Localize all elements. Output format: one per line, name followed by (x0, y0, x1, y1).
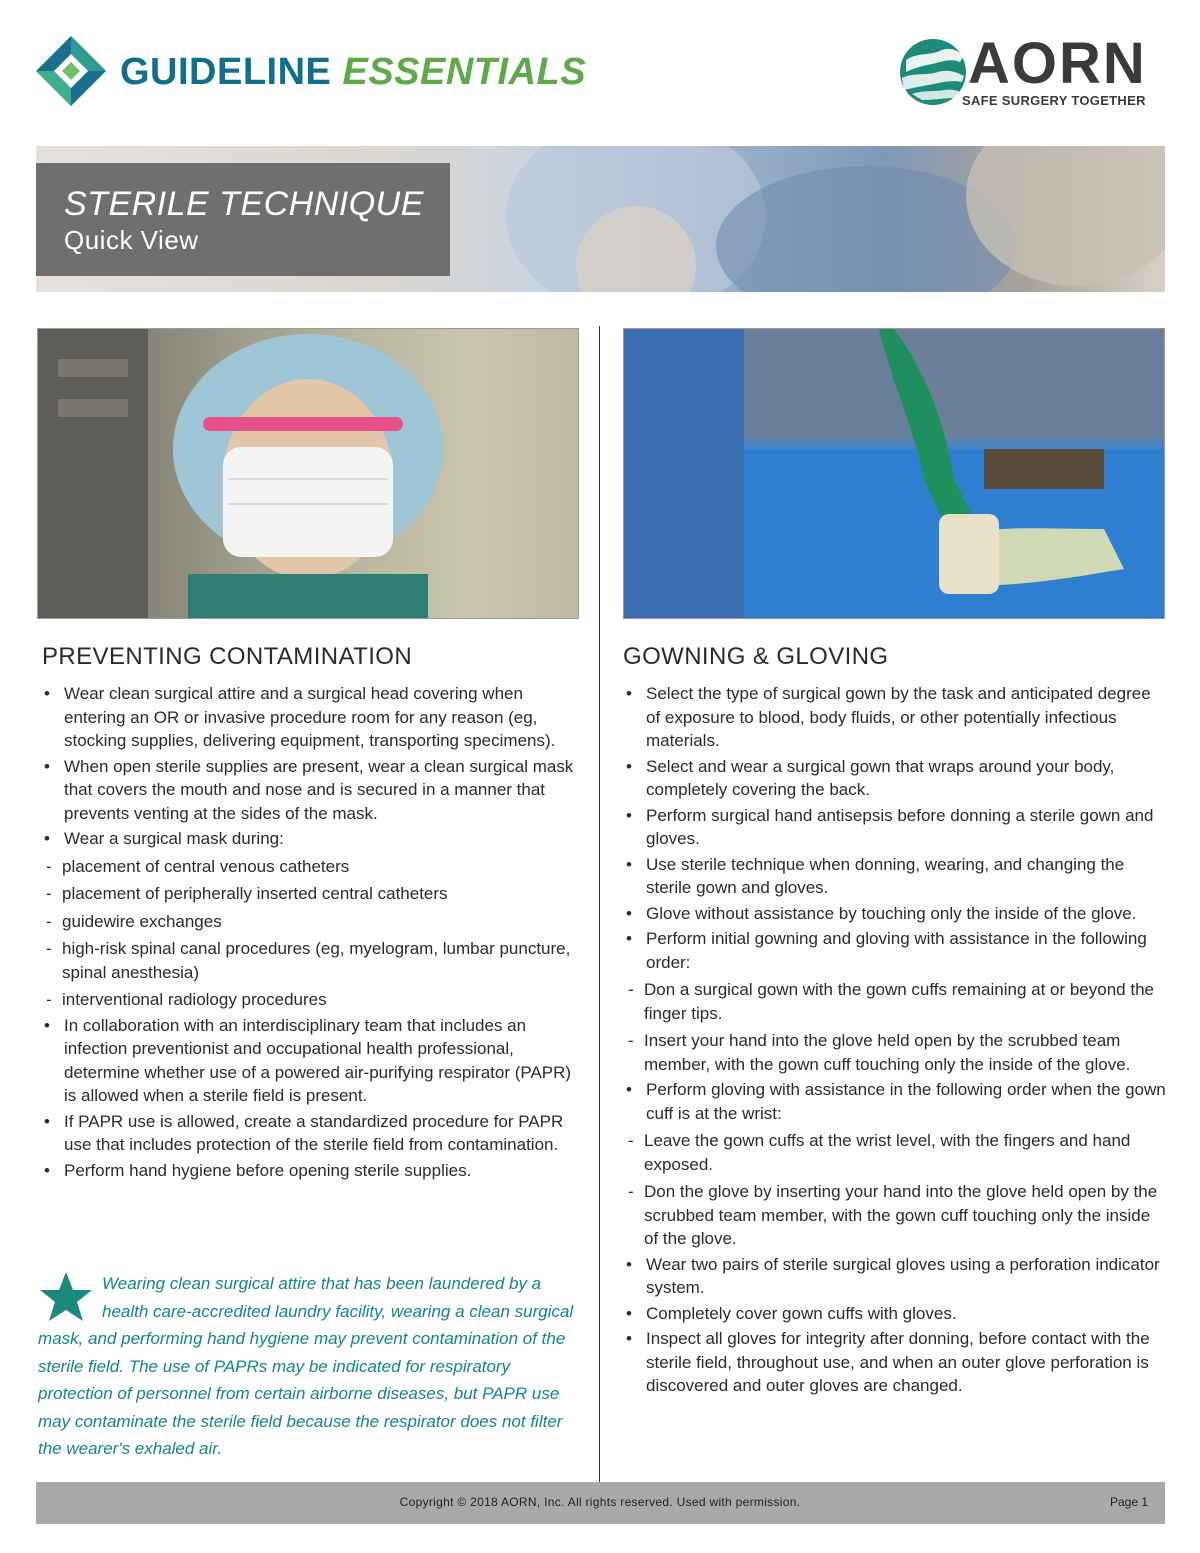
page-subtitle: Quick View (64, 225, 199, 255)
gloving-photo (623, 328, 1165, 619)
right-section-heading: GOWNING & GLOVING (623, 643, 889, 670)
list-subitem: - Don the glove by inserting your hand into the glove held open by the scrubbed team member, with the gown cuff touching only the inside of the glove. (622, 1180, 1167, 1251)
list-subitem: - high-risk spinal canal procedures (eg, myelogram, lumbar puncture, spinal anesthesia) (40, 937, 580, 984)
column-divider (599, 326, 600, 1482)
surgeon-mask-photo (37, 328, 579, 619)
list-subitem: - Leave the gown cuffs at the wrist level, with the fingers and hand exposed. (622, 1129, 1167, 1176)
list-item: • Completely cover gown cuffs with gloves. (622, 1302, 1167, 1326)
brand-part-2: ESSENTIALS (342, 51, 587, 93)
brand-title (120, 50, 586, 94)
list-subitem: - placement of central venous catheters (40, 855, 580, 879)
org-tagline: SAFE SURGERY TOGETHER (962, 93, 1146, 108)
list-item: • Use sterile technique when donning, wearing, and changing the sterile gown and gloves. (622, 853, 1167, 900)
list-item: • Wear a surgical mask during: (40, 827, 580, 851)
page-number: Page 1 (1110, 1495, 1149, 1509)
list-item: • Select and wear a surgical gown that wraps around your body, completely covering the back. (622, 755, 1167, 802)
list-subitem: - interventional radiology procedures (40, 988, 580, 1012)
list-subitem: - Don a surgical gown with the gown cuffs remaining at or beyond the finger tips. (622, 978, 1167, 1025)
list-item: • Glove without assistance by touching only the inside of the glove. (622, 902, 1167, 926)
page-title: STERILE TECHNIQUE (64, 185, 424, 223)
list-item: • Select the type of surgical gown by the task and anticipated degree of exposure to blood, body fluids, or other potentially infectious materials. (622, 682, 1167, 753)
list-item: • If PAPR use is allowed, create a standardized procedure for PAPR use that includes protection of the sterile field from contamination. (40, 1110, 580, 1157)
list-item: • Wear two pairs of sterile surgical gloves using a perforation indicator system. (622, 1253, 1167, 1300)
brand-part-1: GUIDELINE (120, 51, 332, 93)
copyright-text: Copyright © 2018 AORN, Inc. All rights reserved. Used with permission. (399, 1495, 801, 1509)
left-guideline-list (40, 680, 580, 1182)
list-item: • In collaboration with an interdisciplinary team that includes an infection preventionist and occupational health professional, determine whether use of a powered air-purifying respirator (PAPR) is allowed when a sterile field is present. (40, 1014, 580, 1108)
list-item: • Perform gloving with assistance in the following order when the gown cuff is at the wrist: (622, 1078, 1167, 1125)
callout-note (38, 1270, 583, 1463)
org-name: AORN (968, 31, 1147, 96)
list-item: • Perform initial gowning and gloving with assistance in the following order: (622, 927, 1167, 974)
guideline-essentials-logo-icon (36, 36, 106, 106)
list-item: • When open sterile supplies are present, wear a clean surgical mask that covers the mouth and nose and is secured in a manner that prevents venting at the sides of the mask. (40, 755, 580, 826)
right-guideline-list (622, 680, 1167, 1398)
left-section-heading: PREVENTING CONTAMINATION (42, 643, 413, 670)
list-subitem: - guidewire exchanges (40, 910, 580, 934)
aorn-globe-icon (898, 38, 968, 106)
list-subitem: - placement of peripherally inserted central catheters (40, 882, 580, 906)
list-item: • Perform hand hygiene before opening sterile supplies. (40, 1159, 580, 1183)
list-subitem: - Insert your hand into the glove held open by the scrubbed team member, with the gown cuff touching only the inside of the glove. (622, 1029, 1167, 1076)
list-item: • Perform surgical hand antisepsis before donning a sterile gown and gloves. (622, 804, 1167, 851)
list-item: • Wear clean surgical attire and a surgical head covering when entering an OR or invasive procedure room for any reason (eg, stocking supplies, delivering equipment, transporting specimens). (40, 682, 580, 753)
list-item: • Inspect all gloves for integrity after donning, before contact with the sterile field, throughout use, and when an outer glove perforation is discovered and outer gloves are changed. (622, 1327, 1167, 1398)
callout-text: Wearing clean surgical attire that has been laundered by a health care-accredited laundry facility, wearing a clean surgical mask, and performing hand hygiene may prevent contamination of the sterile field. The use of PAPRs may be indicated for respiratory protection of personnel from certain airborne diseases, but PAPR use may contaminate the sterile field because the respirator does not filter the wearer's exhaled air. (38, 1274, 574, 1458)
